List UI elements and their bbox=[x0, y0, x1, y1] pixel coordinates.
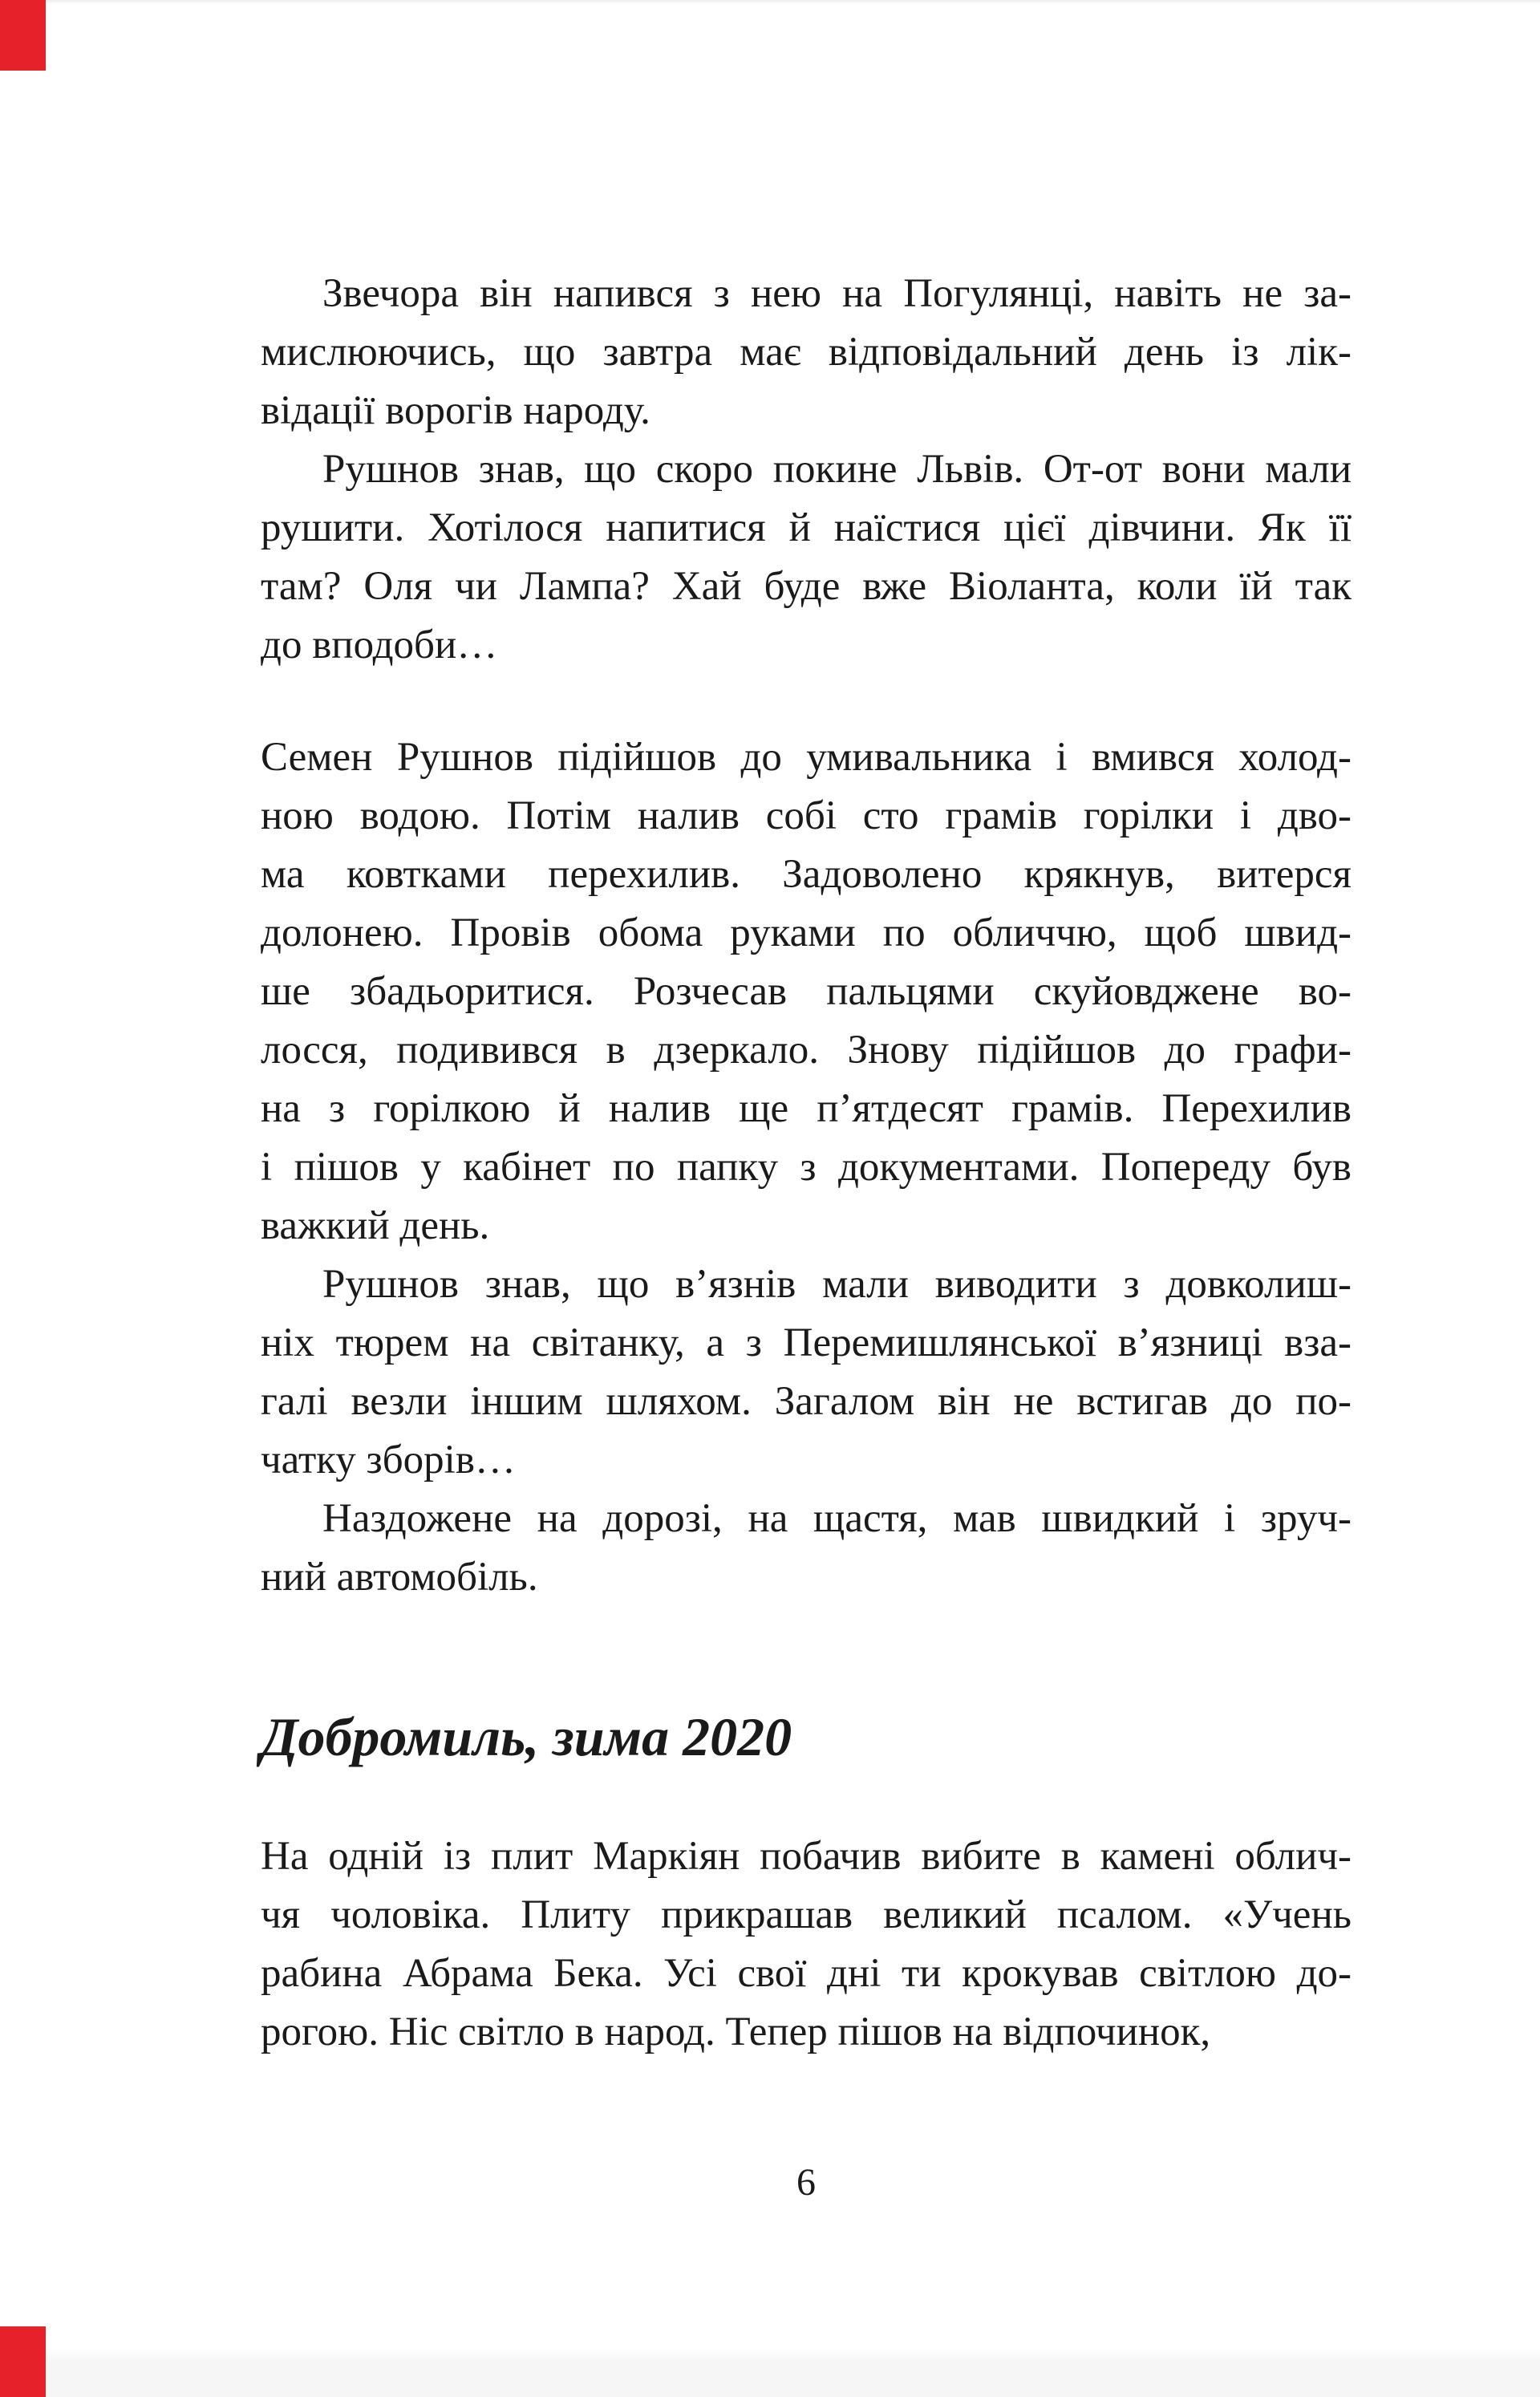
text-line: ною водою. Потім налив собі сто грамів горілки і дво- bbox=[261, 793, 1352, 838]
paragraph bbox=[261, 1827, 1352, 2062]
text-line: ма ковтками перехилив. Задоволено крякнув, витерся bbox=[261, 852, 1352, 897]
text-line: чатку зборів… bbox=[261, 1438, 516, 1482]
text-column bbox=[261, 265, 1352, 2062]
text-line: ніх тюрем на світанку, а з Перемишлянської в’язниці вза- bbox=[261, 1320, 1352, 1365]
text-line: на з горілкою й налив ще п’ятдесят грамів. Перехилив bbox=[261, 1086, 1352, 1131]
top-edge-divider bbox=[0, 0, 1540, 4]
text-line: Рушнов знав, що скоро покине Львів. От-от вони мали bbox=[322, 447, 1352, 492]
paragraph bbox=[261, 440, 1352, 675]
footer-bar bbox=[0, 2362, 1540, 2397]
text-line: і пішов у кабінет по папку з документами. Попереду був bbox=[261, 1145, 1352, 1190]
text-line: галі везли іншим шляхом. Загалом він не встигав до по- bbox=[261, 1379, 1352, 1424]
text-line: відації ворогів народу. bbox=[261, 388, 650, 433]
paragraph bbox=[261, 1490, 1352, 1607]
text-line: рушити. Хотілося напитися й наїстися цієї дівчини. Як її bbox=[261, 505, 1352, 550]
text-line: Семен Рушнов підійшов до умивальника і вмився холод- bbox=[261, 735, 1352, 780]
paragraph bbox=[261, 728, 1352, 1255]
text-line: Наздожене на дорозі, на щастя, мав швидкий і зруч- bbox=[322, 1496, 1352, 1541]
text-line: На одній із плит Маркіян побачив вибите в камені облич- bbox=[261, 1834, 1352, 1879]
text-line: рабина Абрама Бека. Усі свої дні ти крокував світлою до- bbox=[261, 1951, 1352, 1996]
paragraph bbox=[261, 1255, 1352, 1490]
page-number: 6 bbox=[796, 2161, 816, 2204]
text-line: до вподоби… bbox=[261, 623, 498, 667]
footer-fade bbox=[0, 2347, 1540, 2362]
text-line: рогою. Ніс світло в народ. Тепер пішов на відпочинок, bbox=[261, 2010, 1211, 2054]
text-line: там? Оля чи Лампа? Хай буде вже Віоланта, коли їй так bbox=[261, 564, 1352, 609]
text-line: ше збадьоритися. Розчесав пальцями скуйовджене во- bbox=[261, 969, 1352, 1014]
text-line: лосся, подивився в дзеркало. Знову підійшов до графи- bbox=[261, 1028, 1352, 1073]
text-line: важкий день. bbox=[261, 1203, 490, 1248]
red-corner-marker-bottom bbox=[0, 2326, 46, 2397]
text-line: Рушнов знав, що в’язнів мали виводити з довколиш- bbox=[322, 1262, 1352, 1307]
red-corner-marker-top bbox=[0, 0, 46, 71]
text-line: чя чоловіка. Плиту прикрашав великий псалом. «Учень bbox=[261, 1892, 1352, 1937]
text-line: Звечора він напився з нею на Погулянці, навіть не за- bbox=[322, 271, 1352, 316]
paragraph bbox=[261, 265, 1352, 440]
text-line: мислюючись, що завтра має відповідальний день із лік- bbox=[261, 330, 1352, 375]
text-line: ний автомобіль. bbox=[261, 1555, 538, 1600]
text-line: долонею. Провів обома руками по обличчю, щоб швид- bbox=[261, 911, 1352, 955]
section-heading: Добромиль, зима 2020 bbox=[261, 1706, 792, 1767]
